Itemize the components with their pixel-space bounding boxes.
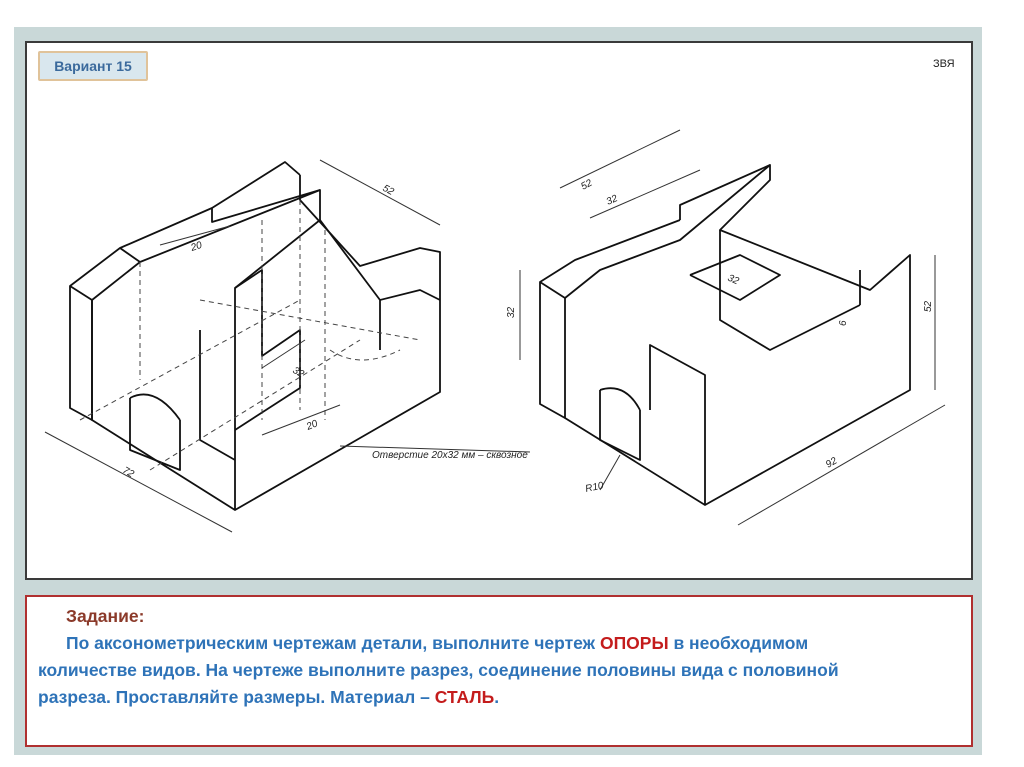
right-dim-92: 92 [824,455,840,471]
task-text [38,603,958,711]
left-dim-32: 32 [290,365,306,381]
task-line-1 [38,630,958,657]
isometric-drawings [27,43,971,578]
left-dim-52: 52 [380,182,396,198]
left-dim-20-top: 20 [189,239,204,254]
variant-badge: Вариант 15 [38,51,148,81]
left-dim-20-bottom: 20 [305,418,320,433]
left-dim-72: 72 [120,465,136,481]
task-line-3-post: . [494,687,500,707]
hole-note: Отверстие 20х32 мм – сквозное [372,450,528,461]
left-part-dimension-lines [45,160,530,532]
task-line-3-pre: разреза. Проставляйте размеры. Материал – [38,687,435,707]
task-line-1-post: в необходимом [668,633,809,653]
corner-tag: ЗВЯ [933,58,955,70]
right-dim-32-top: 32 [604,193,620,208]
task-line-2: количестве видов. На чертеже выполните разрез, соединение половины вида с половиной [38,660,839,680]
right-dim-52-top: 52 [579,177,595,193]
right-dim-32-left: 32 [506,306,517,318]
right-dim-r10: R10 [584,480,605,495]
right-dim-6: 6 [838,320,849,326]
task-heading: Задание: [66,606,145,626]
right-dim-52-height: 52 [923,300,934,312]
left-part-hidden-lines [80,200,420,470]
task-line-3 [38,684,958,711]
task-line-3-accent: СТАЛЬ [434,687,495,707]
task-line-1-pre: По аксонометрическим чертежам детали, выполните чертеж [66,633,600,653]
task-line-1-accent: ОПОРЫ [599,633,669,653]
right-dim-32-slot: 32 [725,272,741,288]
